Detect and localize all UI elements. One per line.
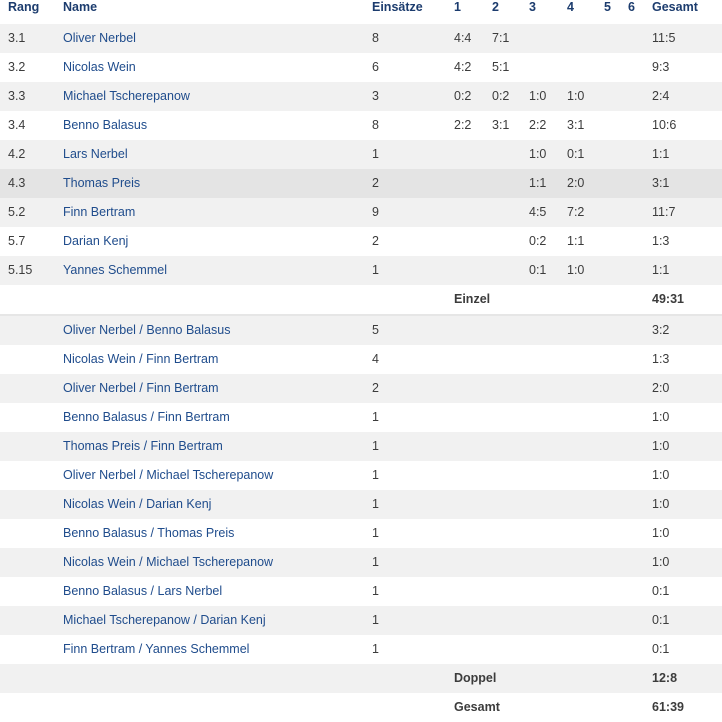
einsaetze-cell: 1 <box>372 613 379 627</box>
player-link[interactable]: Finn Bertram <box>63 205 136 219</box>
doubles-pair-link[interactable]: Benno Balasus / Thomas Preis <box>63 526 235 540</box>
rang-cell: 3.4 <box>8 118 26 132</box>
col-1: 1 <box>454 0 461 14</box>
einsaetze-cell: 1 <box>372 526 379 540</box>
gesamt-total: 61:39 <box>652 700 684 714</box>
doubles-pair-link[interactable]: Nicolas Wein / Michael Tscherepanow <box>63 555 274 569</box>
doubles-pair-link[interactable]: Benno Balasus / Lars Nerbel <box>63 584 223 598</box>
rang-cell: 4.2 <box>8 147 26 161</box>
gesamt-cell: 1:3 <box>652 352 670 366</box>
gesamt-cell: 10:6 <box>652 118 677 132</box>
doubles-pair-link[interactable]: Oliver Nerbel / Michael Tscherepanow <box>63 468 274 482</box>
rang-cell: 5.7 <box>8 234 26 248</box>
table-row <box>0 606 722 635</box>
score-cell: 1:0 <box>529 147 547 161</box>
rang-cell: 3.2 <box>8 60 26 74</box>
doubles-pair-link[interactable]: Nicolas Wein / Darian Kenj <box>63 497 212 511</box>
gesamt-cell: 1:0 <box>652 526 670 540</box>
gesamt-label: Gesamt <box>454 700 500 714</box>
einsaetze-cell: 2 <box>372 381 379 395</box>
table-row <box>0 316 722 345</box>
score-cell: 1:0 <box>529 89 547 103</box>
col-4: 4 <box>567 0 574 14</box>
col-rang[interactable]: Rang <box>8 0 40 14</box>
doubles-pair-link[interactable]: Benno Balasus / Finn Bertram <box>63 410 230 424</box>
score-cell: 0:1 <box>567 147 585 161</box>
gesamt-cell: 2:0 <box>652 381 670 395</box>
score-cell: 4:4 <box>454 31 472 45</box>
einsaetze-cell: 1 <box>372 147 379 161</box>
gesamt-cell: 11:5 <box>652 31 676 45</box>
einsaetze-cell: 3 <box>372 89 379 103</box>
col-gesamt[interactable]: Gesamt <box>652 0 698 14</box>
gesamt-cell: 0:1 <box>652 584 670 598</box>
einsaetze-cell: 2 <box>372 176 379 190</box>
doppel-label: Doppel <box>454 671 497 685</box>
doppel-total: 12:8 <box>652 671 678 685</box>
einsaetze-cell: 1 <box>372 439 379 453</box>
doubles-pair-link[interactable]: Oliver Nerbel / Finn Bertram <box>63 381 219 395</box>
score-cell: 0:2 <box>529 234 547 248</box>
table-row <box>0 24 722 53</box>
einsaetze-cell: 5 <box>372 323 379 337</box>
table-row <box>0 635 722 664</box>
table-row <box>0 461 722 490</box>
gesamt-cell: 0:1 <box>652 613 670 627</box>
table-row <box>0 256 722 285</box>
player-link[interactable]: Darian Kenj <box>63 234 129 248</box>
gesamt-summary-row <box>0 693 722 722</box>
table-row <box>0 490 722 519</box>
gesamt-cell: 11:7 <box>652 205 676 219</box>
score-cell: 2:0 <box>567 176 585 190</box>
doppel-summary-row <box>0 664 722 693</box>
table-row <box>0 548 722 577</box>
doubles-pair-link[interactable]: Oliver Nerbel / Benno Balasus <box>63 323 231 337</box>
player-link[interactable]: Lars Nerbel <box>63 147 128 161</box>
table-row <box>0 345 722 374</box>
einsaetze-cell: 1 <box>372 642 379 656</box>
einzel-summary-row <box>0 285 722 316</box>
gesamt-cell: 1:0 <box>652 497 670 511</box>
score-cell: 1:1 <box>567 234 585 248</box>
einsaetze-cell: 1 <box>372 497 379 511</box>
einsaetze-cell: 9 <box>372 205 379 219</box>
col-einsaetze[interactable]: Einsätze <box>372 0 423 14</box>
table-row <box>0 374 722 403</box>
score-cell: 7:2 <box>567 205 585 219</box>
gesamt-cell: 0:1 <box>652 642 670 656</box>
einsaetze-cell: 1 <box>372 263 379 277</box>
gesamt-cell: 1:1 <box>652 263 670 277</box>
gesamt-cell: 1:0 <box>652 439 670 453</box>
player-link[interactable]: Thomas Preis <box>63 176 141 190</box>
col-2: 2 <box>492 0 499 14</box>
table-row <box>0 198 722 227</box>
score-cell: 1:0 <box>567 263 585 277</box>
table-row <box>0 519 722 548</box>
table-row <box>0 432 722 461</box>
doubles-pair-link[interactable]: Thomas Preis / Finn Bertram <box>63 439 223 453</box>
score-cell: 0:2 <box>454 89 472 103</box>
score-cell: 2:2 <box>454 118 472 132</box>
player-link[interactable]: Nicolas Wein <box>63 60 136 74</box>
score-cell: 3:1 <box>567 118 585 132</box>
einzel-label: Einzel <box>454 292 491 306</box>
score-cell: 0:1 <box>529 263 547 277</box>
gesamt-cell: 1:3 <box>652 234 670 248</box>
rang-cell: 5.15 <box>8 263 33 277</box>
score-cell: 7:1 <box>492 31 510 45</box>
gesamt-cell: 1:0 <box>652 410 670 424</box>
gesamt-cell: 9:3 <box>652 60 670 74</box>
gesamt-cell: 1:0 <box>652 468 670 482</box>
einsaetze-cell: 4 <box>372 352 379 366</box>
einsaetze-cell: 1 <box>372 410 379 424</box>
col-3: 3 <box>529 0 536 14</box>
gesamt-cell: 3:2 <box>652 323 670 337</box>
table-row <box>0 53 722 82</box>
player-link[interactable]: Benno Balasus <box>63 118 148 132</box>
table-row <box>0 140 722 169</box>
einsaetze-cell: 1 <box>372 555 379 569</box>
score-cell: 0:2 <box>492 89 510 103</box>
einsaetze-cell: 2 <box>372 234 379 248</box>
player-link[interactable]: Yannes Schemmel <box>63 263 167 277</box>
table-header <box>0 0 722 24</box>
player-link[interactable]: Michael Tscherepanow <box>63 89 190 103</box>
gesamt-cell: 1:0 <box>652 555 670 569</box>
table-row <box>0 577 722 606</box>
doubles-pair-link[interactable]: Michael Tscherepanow / Darian Kenj <box>63 613 266 627</box>
col-name[interactable]: Name <box>63 0 98 14</box>
doubles-pair-link[interactable]: Nicolas Wein / Finn Bertram <box>63 352 219 366</box>
einsaetze-cell: 8 <box>372 31 379 45</box>
table-row <box>0 227 722 256</box>
gesamt-cell: 3:1 <box>652 176 670 190</box>
table-row-hovered <box>0 169 722 198</box>
score-cell: 2:2 <box>529 118 547 132</box>
gesamt-cell: 2:4 <box>652 89 670 103</box>
gesamt-cell: 1:1 <box>652 147 670 161</box>
table-row <box>0 403 722 432</box>
table-row <box>0 111 722 140</box>
doubles-pair-link[interactable]: Finn Bertram / Yannes Schemmel <box>63 642 250 656</box>
player-link[interactable]: Oliver Nerbel <box>63 31 136 45</box>
rang-cell: 3.1 <box>8 31 26 45</box>
score-cell: 1:0 <box>567 89 585 103</box>
einsaetze-cell: 6 <box>372 60 379 74</box>
einsaetze-cell: 8 <box>372 118 379 132</box>
score-cell: 4:2 <box>454 60 472 74</box>
score-cell: 1:1 <box>529 176 547 190</box>
einzel-total: 49:31 <box>652 292 684 306</box>
table-row <box>0 82 722 111</box>
col-5: 5 <box>604 0 611 14</box>
score-cell: 3:1 <box>492 118 510 132</box>
score-cell: 4:5 <box>529 205 547 219</box>
rang-cell: 4.3 <box>8 176 26 190</box>
score-cell: 5:1 <box>492 60 510 74</box>
rang-cell: 3.3 <box>8 89 26 103</box>
einsaetze-cell: 1 <box>372 468 379 482</box>
col-6: 6 <box>628 0 635 14</box>
rang-cell: 5.2 <box>8 205 26 219</box>
einsaetze-cell: 1 <box>372 584 379 598</box>
